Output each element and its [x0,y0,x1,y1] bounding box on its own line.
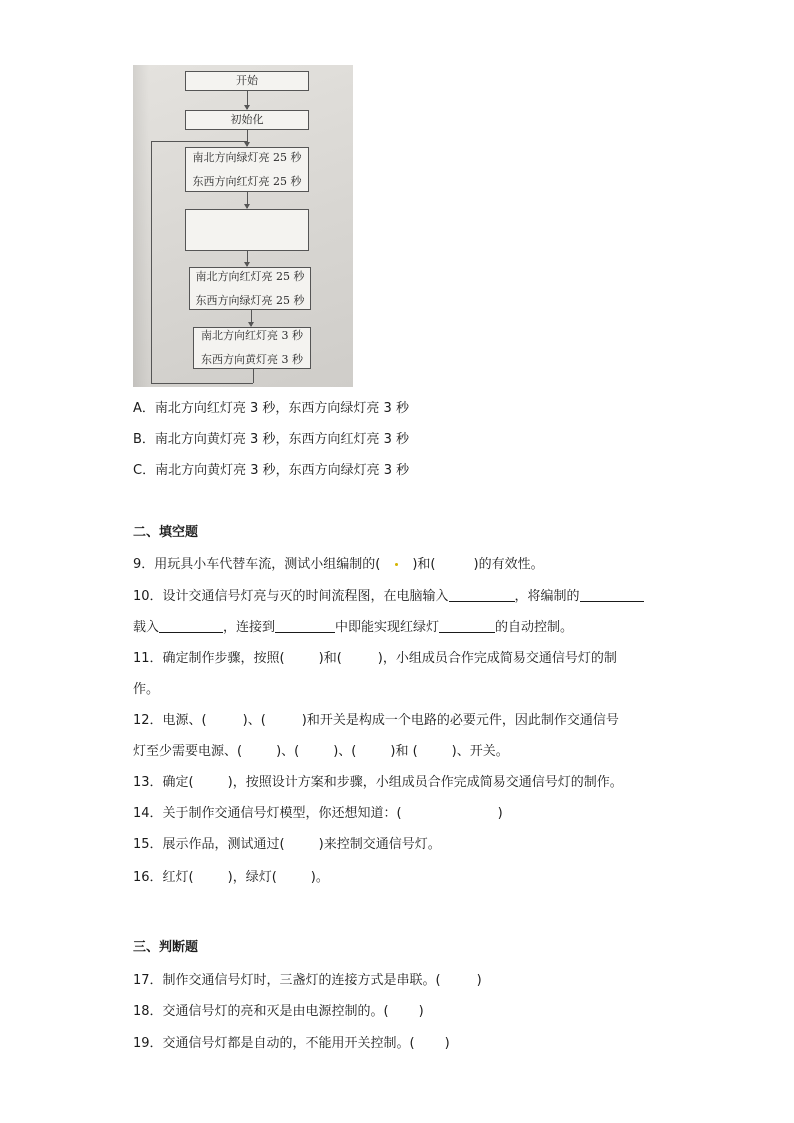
question-10-line2 [133,618,573,638]
flow-step3-line1: 南北方向红灯亮 25 秒 [195,269,305,283]
q12-text: )、( [242,713,266,728]
flow-step4-line1: 南北方向红灯亮 3 秒 [201,329,303,342]
q16-text: 16．红灯( [133,870,194,885]
option-b: B．南北方向黄灯亮 3 秒，东西方向红灯亮 3 秒 [133,432,409,447]
q11-text: )，小组成员合作完成简易交通信号灯的制 [377,651,617,666]
q12-text: 12．电源、( [133,713,207,728]
q13-text: )，按照设计方案和步骤，小组成员合作完成简易交通信号灯的制作。 [227,775,623,790]
q9-text: )和( [412,557,436,572]
q9-text: 9．用玩具小车代替车流，测试小组编制的( [133,557,381,572]
question-11-line2: 作。 [133,682,160,697]
flow-step2-box-empty [185,209,309,251]
q10-text: ，将编制的 [514,589,580,604]
flow-init-box [185,110,309,130]
q15-text: )来控制交通信号灯。 [318,837,441,852]
q13-text: 13．确定( [133,775,194,790]
question-14 [133,804,503,824]
q12-text: )和 ( [390,744,418,759]
q9-text: )的有效性。 [473,557,544,572]
q12-text: )、开关。 [451,744,509,759]
section-title-fill-in: 二、填空题 [133,525,199,540]
flow-loop-top [151,141,247,142]
q10-blank-2[interactable] [580,587,644,602]
question-17 [133,971,482,991]
q11-text: )和( [318,651,342,666]
flowchart-image [133,65,353,387]
option-a: A．南北方向红灯亮 3 秒，东西方向绿灯亮 3 秒 [133,401,409,416]
q14-text: ) [497,806,503,821]
q17-text: ) [476,973,482,988]
flow-step1-line2: 东西方向红灯亮 25 秒 [192,174,302,188]
flow-step1-box [185,147,309,192]
q11-text: 11．确定制作步骤，按照( [133,651,285,666]
q10-blank-1[interactable] [449,587,515,602]
flow-loop-left [151,141,152,383]
q12-text: )、( [333,744,357,759]
question-16 [133,868,329,888]
flow-start-box [185,71,309,91]
section-title-true-false: 三、判断题 [133,940,199,955]
q19-text: ) [444,1036,450,1051]
flow-loop-bottom [151,383,253,384]
flow-loop-down [253,369,254,383]
q15-text: 15．展示作品，测试通过( [133,837,285,852]
q10-text: 的自动控制。 [495,620,574,635]
question-18 [133,1002,424,1022]
q10-text: 载入 [133,620,160,635]
flow-step3-line2: 东西方向绿灯亮 25 秒 [195,293,305,307]
question-9 [133,555,544,575]
flow-step4-line2: 东西方向黄灯亮 3 秒 [201,353,303,366]
q12-text: )和开关是构成一个电路的必要元件，因此制作交通信号 [301,713,619,728]
option-c: C．南北方向黄灯亮 3 秒，东西方向绿灯亮 3 秒 [133,463,410,478]
q10-text: ，连接到 [223,620,276,635]
question-12-line2 [133,742,509,762]
q10-text: 10．设计交通信号灯亮与灭的时间流程图，在电脑输入 [133,589,449,604]
q18-text: ) [418,1004,424,1019]
q16-text: )，绿灯( [227,870,277,885]
q18-text: 18．交通信号灯的亮和灭是由电源控制的。( [133,1004,389,1019]
q16-text: )。 [310,870,329,885]
question-12-line1 [133,711,619,731]
question-15 [133,835,441,855]
q10-blank-3[interactable] [159,618,223,633]
q17-text: 17．制作交通信号灯时，三盏灯的连接方式是串联。( [133,973,441,988]
q10-blank-4[interactable] [275,618,335,633]
flow-step1-line1: 南北方向绿灯亮 25 秒 [192,150,302,164]
question-11-line1 [133,649,617,669]
q14-text: 14．关于制作交通信号灯模型，你还想知道：( [133,806,402,821]
q12-text: 灯至少需要电源、( [133,744,243,759]
question-19 [133,1034,450,1054]
flow-step3-box [189,267,311,310]
flow-start-label: 开始 [236,74,258,87]
q9-blank-1[interactable] [380,555,412,575]
q12-text: )、( [276,744,300,759]
flow-init-label: 初始化 [230,113,264,126]
stray-dot [395,563,398,566]
q10-blank-5[interactable] [439,618,495,633]
q10-text: 中即能实现红绿灯 [335,620,440,635]
photo-shadow [133,65,149,387]
question-10-line1 [133,587,644,607]
q19-text: 19．交通信号灯都是自动的，不能用开关控制。( [133,1036,415,1051]
flow-step4-box [193,327,311,369]
question-13 [133,773,623,793]
